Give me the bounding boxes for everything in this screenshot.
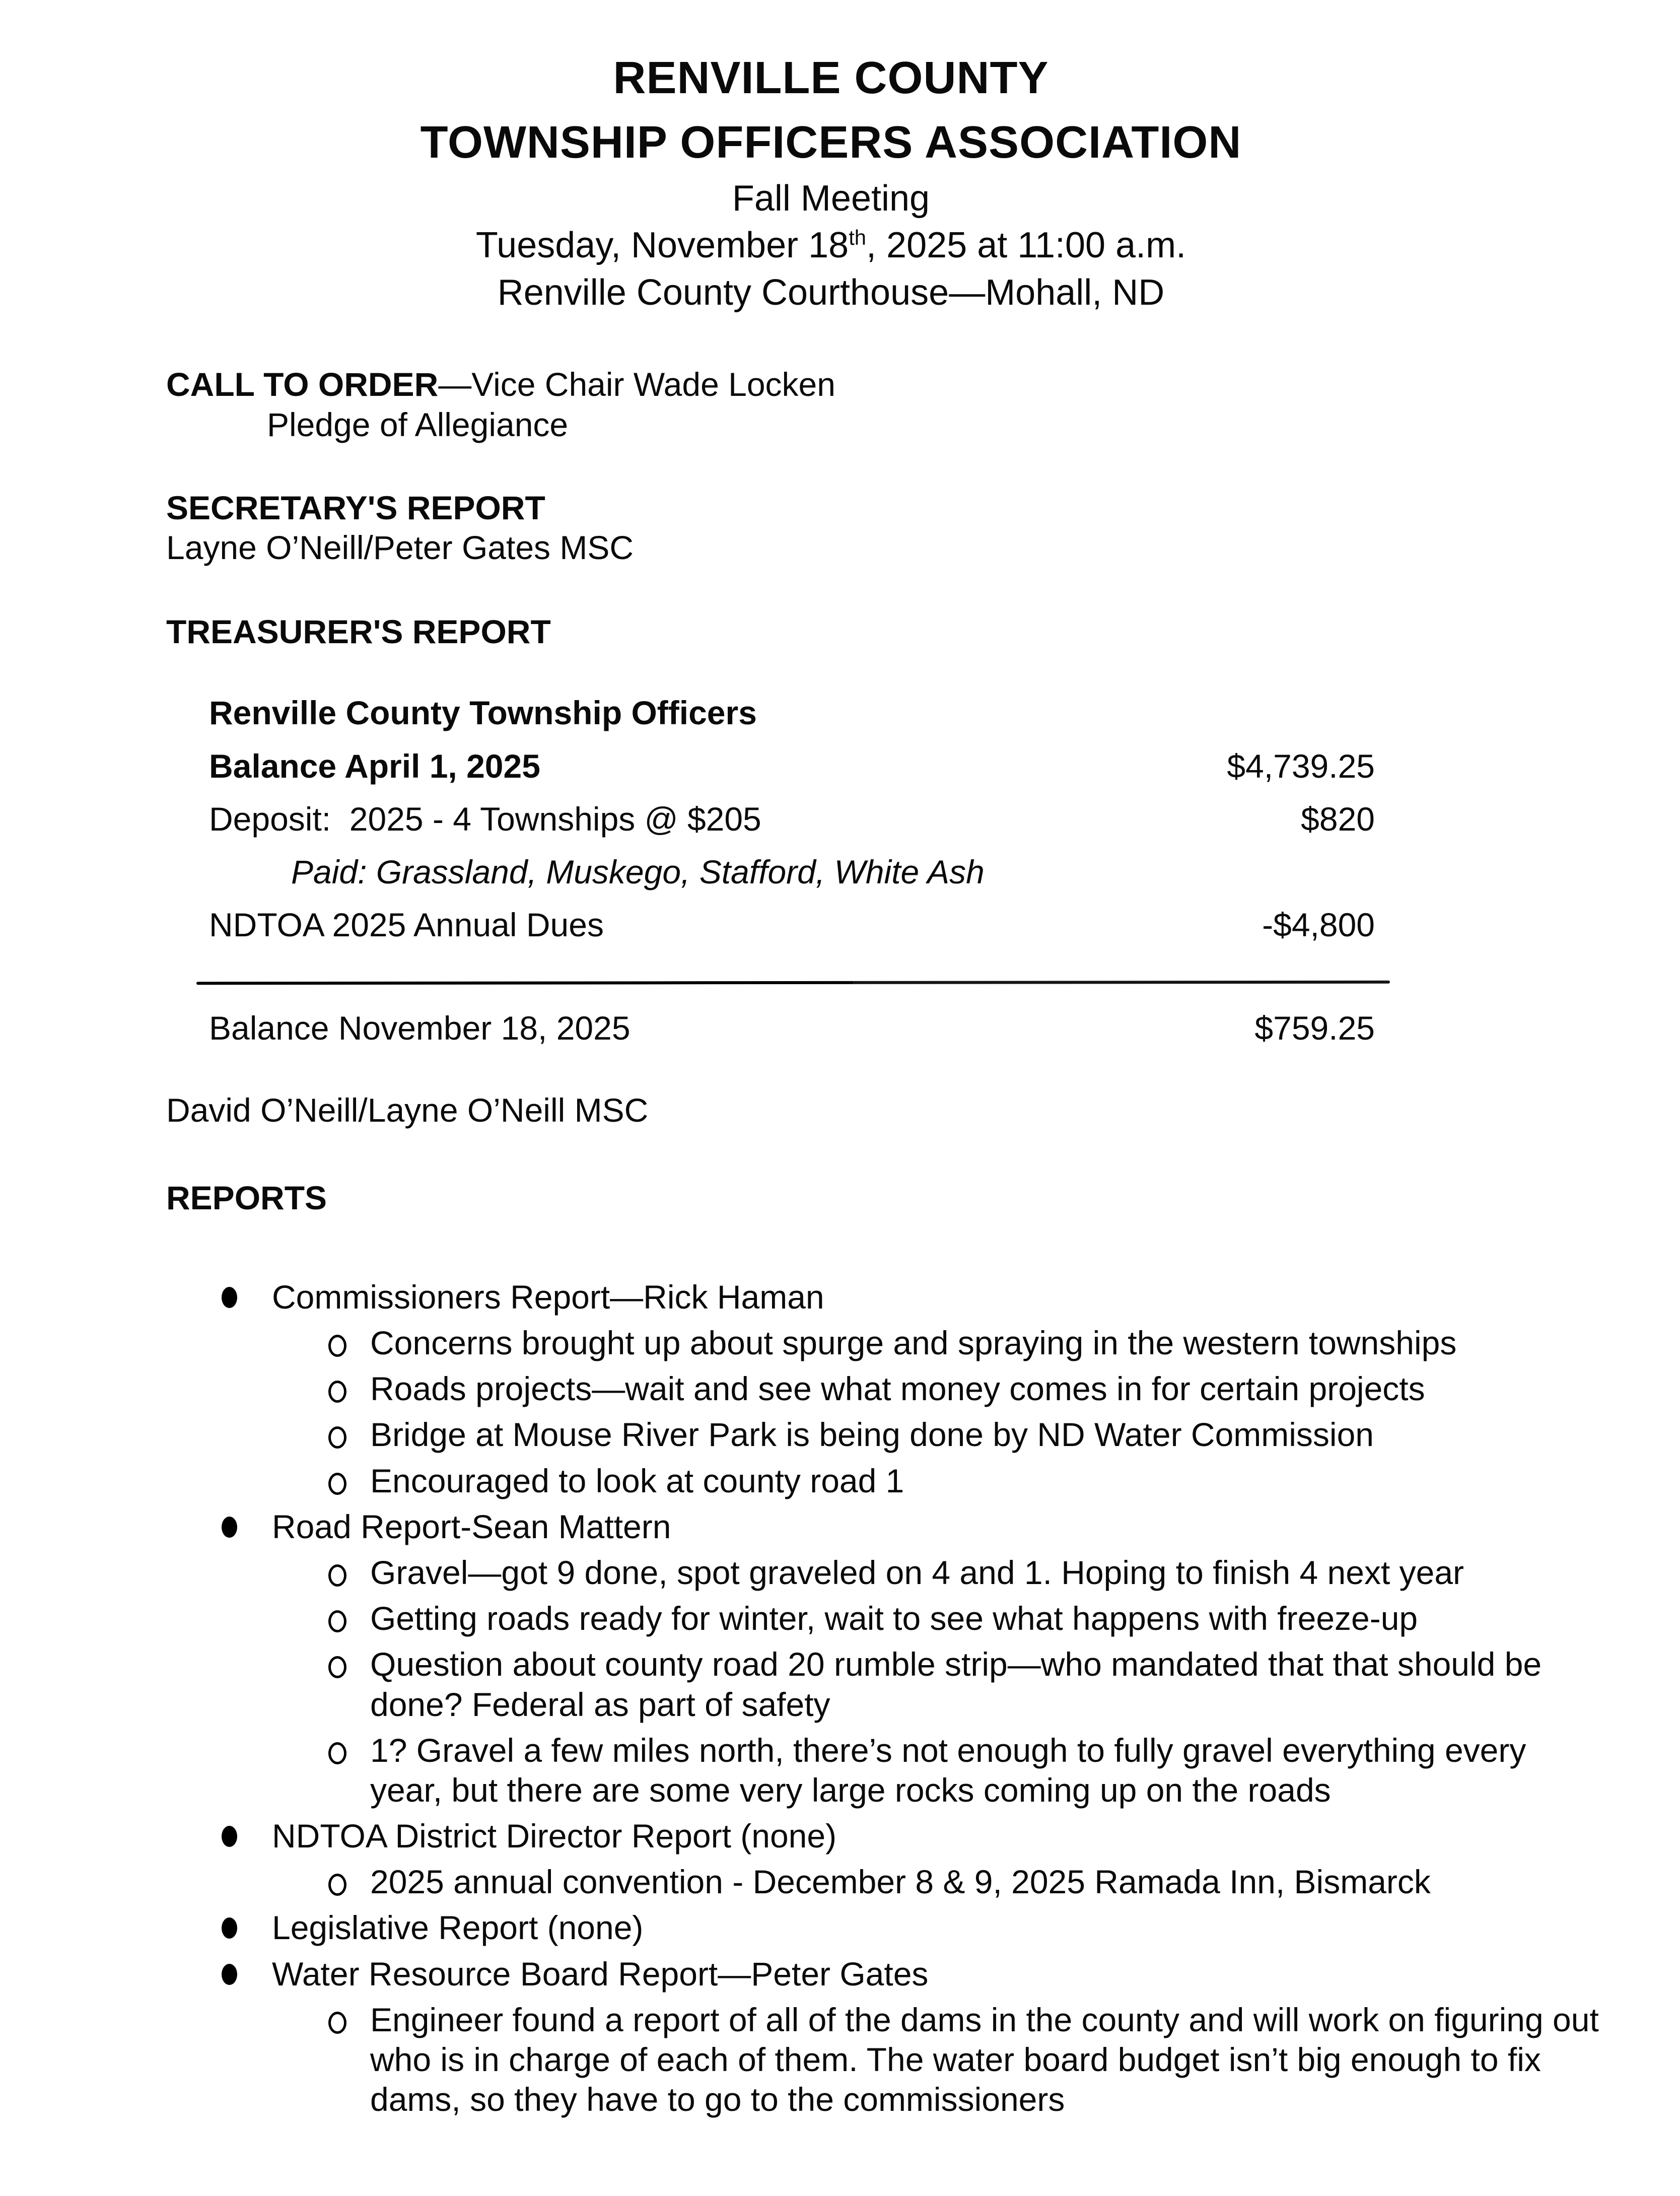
org-title-line1: RENVILLE COUNTY: [613, 53, 1049, 103]
bullet-icon: [222, 1964, 237, 1985]
report-item-label: Commissioners Report—Rick Haman: [272, 1278, 824, 1316]
call-to-order-heading: CALL TO ORDER: [166, 366, 439, 403]
report-item-label: Water Resource Board Report—Peter Gates: [272, 1955, 929, 1993]
account-title: Renville County Township Officers: [209, 694, 757, 732]
call-to-order-line: [166, 365, 1604, 404]
row-label: Paid: Grassland, Muskego, Stafford, White Ash: [291, 853, 985, 890]
row-label: Balance April 1, 2025: [209, 747, 540, 785]
report-subitem: [166, 1461, 1604, 1501]
meeting-date: Tuesday, November 18: [475, 225, 849, 266]
report-item-legislative: [166, 1908, 1604, 1948]
treasurer-row-balance-april: [209, 746, 1375, 786]
circle-bullet-icon: [328, 2012, 346, 2034]
report-subitem: [166, 1323, 1604, 1363]
report-subitem-text: 2025 annual convention - December 8 & 9, 2025 Ramada Inn, Bismarck: [370, 1863, 1431, 1901]
bullet-icon: [222, 1517, 237, 1538]
row-amount: $4,739.25: [1227, 747, 1375, 785]
reports-heading: REPORTS: [166, 1179, 327, 1216]
bullet-icon: [222, 1917, 237, 1939]
report-subitem: [166, 1369, 1604, 1409]
report-subitem: [166, 2000, 1604, 2120]
document-header: [166, 46, 1496, 316]
report-item-road: [166, 1507, 1604, 1547]
report-item-label: NDTOA District Director Report (none): [272, 1817, 837, 1855]
circle-bullet-icon: [328, 1381, 346, 1403]
secretarys-report-heading: SECRETARY'S REPORT: [166, 489, 545, 526]
reports-section: [166, 1178, 1604, 2120]
report-item-ndtoa-district: [166, 1816, 1604, 1856]
bullet-icon: [222, 1826, 237, 1847]
circle-bullet-icon: [328, 1874, 346, 1896]
circle-bullet-icon: [328, 1656, 346, 1678]
report-subitem-text: Engineer found a report of all of the dams in the county and will work on figuring out who is in charge of each of them. The water board budget isn’t big enough to fix dams, so they have to go to the commissioners: [370, 2001, 1599, 2118]
treasurer-row-ndtoa-dues: [209, 905, 1375, 945]
report-subitem: [166, 1553, 1604, 1593]
report-item-label: Road Report-Sean Mattern: [272, 1507, 671, 1545]
report-subitem-text: Encouraged to look at county road 1: [370, 1462, 904, 1499]
report-subitem: [166, 1644, 1604, 1724]
meeting-time: , 2025 at 11:00 a.m.: [866, 225, 1186, 266]
report-subitem-text: 1? Gravel a few miles north, there’s not enough to fully gravel everything every year, but there are some very large rocks coming up on the roads: [370, 1731, 1526, 1809]
circle-bullet-icon: [328, 1335, 346, 1357]
call-to-order-section: [166, 365, 1604, 444]
meeting-location: Renville County Courthouse—Mohall, ND: [497, 272, 1165, 313]
report-subitem: [166, 1731, 1604, 1810]
treasurer-row-paid-townships: [209, 852, 1375, 892]
circle-bullet-icon: [328, 1610, 346, 1632]
report-item-water-resource: [166, 1954, 1604, 1994]
row-label: Deposit: 2025 - 4 Townships @ $205: [209, 800, 761, 838]
treasurers-report-heading: TREASURER'S REPORT: [166, 613, 551, 651]
report-subitem-text: Concerns brought up about spurge and spraying in the western townships: [370, 1324, 1457, 1361]
report-subitem: [166, 1599, 1604, 1638]
report-subitem-text: Gravel—got 9 done, spot graveled on 4 and 1. Hoping to finish 4 next year: [370, 1553, 1464, 1591]
horizontal-rule: [196, 981, 1390, 985]
org-title-line2: TOWNSHIP OFFICERS ASSOCIATION: [420, 117, 1242, 168]
secretarys-report-section: [166, 488, 1604, 568]
circle-bullet-icon: [328, 1564, 346, 1587]
treasurer-row-balance-november: [209, 1008, 1375, 1048]
call-to-order-chair: —Vice Chair Wade Locken: [438, 366, 835, 403]
circle-bullet-icon: [328, 1742, 346, 1764]
circle-bullet-icon: [328, 1473, 346, 1495]
report-item-label: Legislative Report (none): [272, 1909, 644, 1947]
report-subitem: [166, 1415, 1604, 1455]
row-amount: $759.25: [1254, 1009, 1375, 1047]
row-label: NDTOA 2025 Annual Dues: [209, 906, 604, 944]
report-subitem-text: Getting roads ready for winter, wait to see what happens with freeze-up: [370, 1600, 1418, 1637]
treasurers-report-motion: David O’Neill/Layne O’Neill MSC: [166, 1091, 649, 1129]
reports-list: [166, 1277, 1604, 2120]
secretarys-report-motion: Layne O’Neill/Peter Gates MSC: [166, 528, 634, 566]
report-item-commissioners: [166, 1277, 1604, 1317]
report-subitem: [166, 1862, 1604, 1902]
date-ordinal-suffix: th: [849, 226, 867, 250]
row-amount: -$4,800: [1262, 906, 1375, 944]
report-subitem-text: Question about county road 20 rumble strip—who mandated that that should be done? Federal as part of safety: [370, 1645, 1542, 1723]
meeting-type: Fall Meeting: [732, 178, 930, 219]
report-subitem-text: Roads projects—wait and see what money comes in for certain projects: [370, 1370, 1425, 1408]
meeting-datetime: [166, 222, 1496, 269]
pledge-of-allegiance: Pledge of Allegiance: [267, 405, 569, 443]
bullet-icon: [222, 1287, 237, 1308]
row-label: Balance November 18, 2025: [209, 1009, 631, 1047]
circle-bullet-icon: [328, 1426, 346, 1449]
treasurers-report-section: [166, 612, 1604, 1131]
report-subitem-text: Bridge at Mouse River Park is being done by ND Water Commission: [370, 1416, 1374, 1454]
treasurer-row-deposit: [209, 799, 1375, 839]
row-amount: $820: [1301, 800, 1375, 838]
